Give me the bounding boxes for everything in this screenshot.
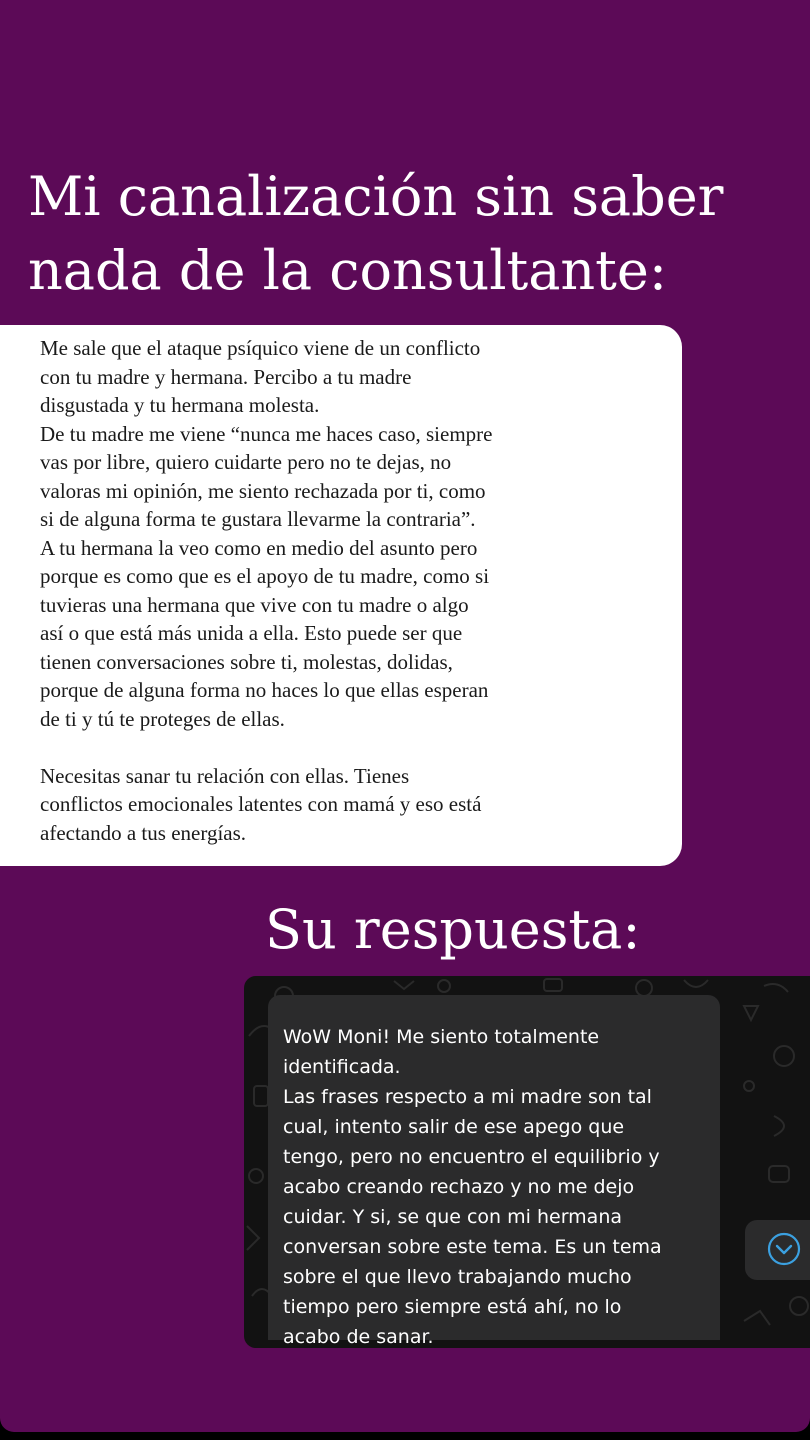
section-title: Su respuesta:	[265, 898, 641, 961]
reading-paragraph: Necesitas sanar tu relación con ellas. Tienes conflictos emocionales latentes con mamá y eso está afectando a tus energías.	[40, 763, 482, 845]
reading-message-card	[0, 325, 682, 866]
reading-paragraph: Me sale que el ataque psíquico viene de un conflicto con tu madre y hermana. Percibo a tu madre disgustada y tu hermana molesta. De tu madre me viene “nunca me haces caso, siempre vas por libre, quiero cuidarte pero no te dejas, no valoras mi opinión, me siento rechazada por ti, como si de alguna forma te gustara llevarme la contraria”. A tu hermana la veo como en medio del asunto pero porque es como que es el apoyo de tu madre, como si tuvieras una hermana que vive con tu madre o algo así o que está más unida a ella. Esto puede ser que tienen conversaciones sobre ti, molestas, dolidas, porque de alguna forma no haces lo que ellas esperan de ti y tú te proteges de ellas.	[40, 336, 493, 731]
reply-message-text: WoW Moni! Me siento totalmente identificada. Las frases respecto a mi madre son tal cual, intento salir de ese apego que tengo, pero no encuentro el equilibrio y acabo creando rechazo y no me dejo cuidar. Y si, se que con mi hermana conversan sobre este tema. Es un tema sobre el que llevo trabajando mucho tiempo pero siempre está ahí, no lo acabo de sanar.	[283, 1026, 662, 1348]
chat-screenshot	[244, 976, 810, 1348]
headline: Mi canalización sin saber nada de la consultante:	[28, 165, 724, 302]
scroll-to-bottom-button[interactable]	[745, 1220, 810, 1280]
chevron-down-circle-icon	[766, 1231, 802, 1267]
reply-message-bubble	[268, 995, 720, 1348]
bottom-edge	[0, 1432, 810, 1440]
